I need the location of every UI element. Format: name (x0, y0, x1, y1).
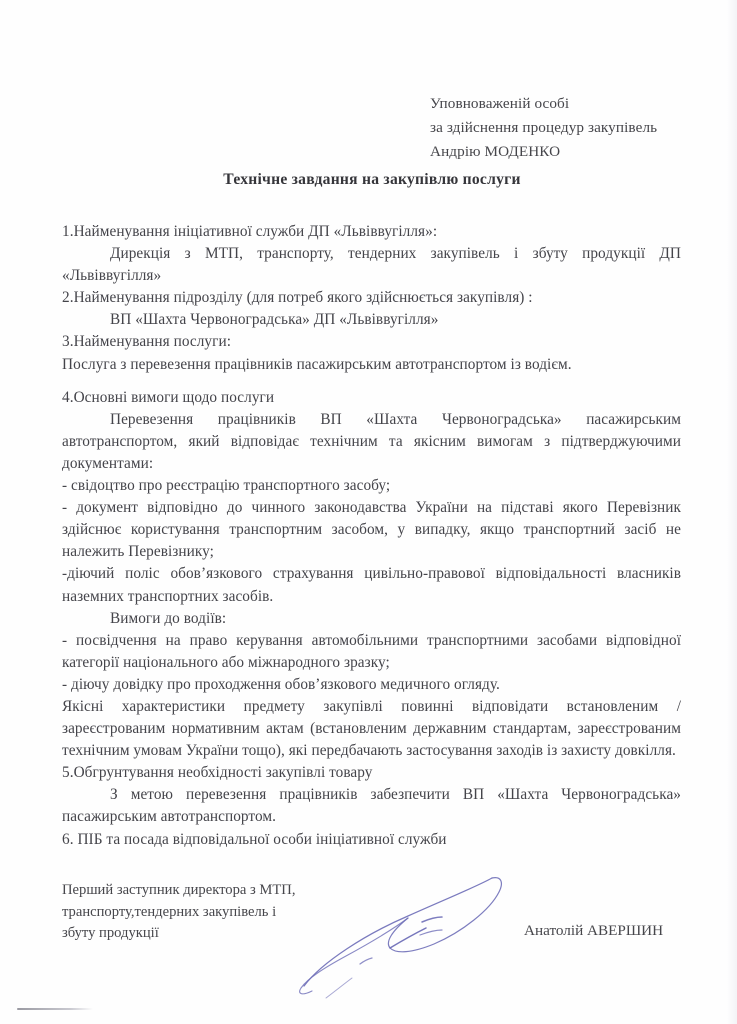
signatory-position-line-1: Перший заступник директора з МТП, (62, 882, 296, 898)
handwritten-signature (296, 858, 526, 1004)
driver-bullet-2: - діючу довідку про проходження обов’язкового медичного огляду. (62, 675, 500, 693)
section-1-heading: 1.Найменування ініціативної служби ДП «Львіввугілля»: (62, 223, 438, 240)
section-4-heading: 4.Основні вимоги щодо послуги (62, 388, 275, 406)
section-4-bullet-2: - документ відповідно до чинного законодавства України на підставі якого Перевізник здійснює користування транспортним засобом, у випадку, якщо транспортний засіб не належить Перевізнику; (62, 499, 681, 561)
document-title: Технічне завдання на закупівлю послуги (223, 171, 521, 188)
signatory-position-block (62, 880, 296, 945)
page-edge-shading (727, 0, 737, 1024)
scan-artifact-line (17, 1008, 93, 1010)
document-body (62, 221, 681, 851)
signatory-name: Анатолій АВЕРШИН (524, 922, 664, 939)
driver-bullet-1: - посвідчення на право керування автомобільними транспортними засобами відповідної категорії національного або міжнародного зразку; (62, 631, 681, 671)
section-5-heading: 5.Обгрунтування необхідності закупівлі товару (62, 764, 373, 782)
spacer (62, 376, 681, 387)
signatory-position-line-2: транспорту,тендерних закупівель і (62, 903, 277, 920)
section-3-heading: 3.Найменування послуги: (62, 333, 231, 351)
section-3-line-1: Послуга з перевезення працівників пасажирським автотранспортом із водієм. (62, 355, 572, 373)
section-4-intro: Перевезення працівників ВП «Шахта Червоноградська» пасажирським автотранспортом, який відповідає технічним та якісним вимогам з підтверджуючими документами: (62, 410, 681, 472)
signatory-position-line-3: збуту продукції (62, 925, 159, 941)
section-4-bullet-1: - свідоцтво про реєстрацію транспортного засобу; (62, 477, 391, 495)
section-2-line-1: ВП «Шахта Червоноградська» ДП «Львіввугілля» (110, 311, 439, 329)
quality-characteristics-paragraph: Якісні характеристики предмету закупівлі повинні відповідати встановленим /зареєстрованим нормативним актам (встановленим державним стандартам, зареєстрованим технічним умовам України тощо), які передбачають застосування заходів із захисту довкілля. (62, 697, 681, 760)
section-1-line-1: Дирекція з МТП, транспорту, тендерних закупівель і збуту продукції ДП «Львіввугілля» (62, 245, 681, 285)
driver-requirements-heading: Вимоги до водіїв: (110, 609, 227, 627)
section-4-bullet-3: -діючий поліс обов’язкового страхування цивільно-правової відповідальності власників наземних транспортних засобів. (62, 565, 681, 605)
addressee-line-1: Уповноваженій особі (430, 95, 570, 112)
section-6-heading: 6. ПІБ та посада відповідальної особи ініціативної служби (62, 830, 447, 848)
addressee-line-3: Андрію МОДЕНКО (430, 143, 561, 161)
section-5-intro: З метою перевезення працівників забезпечити ВП «Шахта Червоноградська» пасажирським автотранспортом. (62, 786, 681, 826)
addressee-block (430, 92, 657, 165)
addressee-line-2: за здійснення процедур закупівель (430, 119, 658, 137)
section-2-heading: 2.Найменування підрозділу (для потреб якого здійснюється закупівля) : (62, 289, 533, 307)
